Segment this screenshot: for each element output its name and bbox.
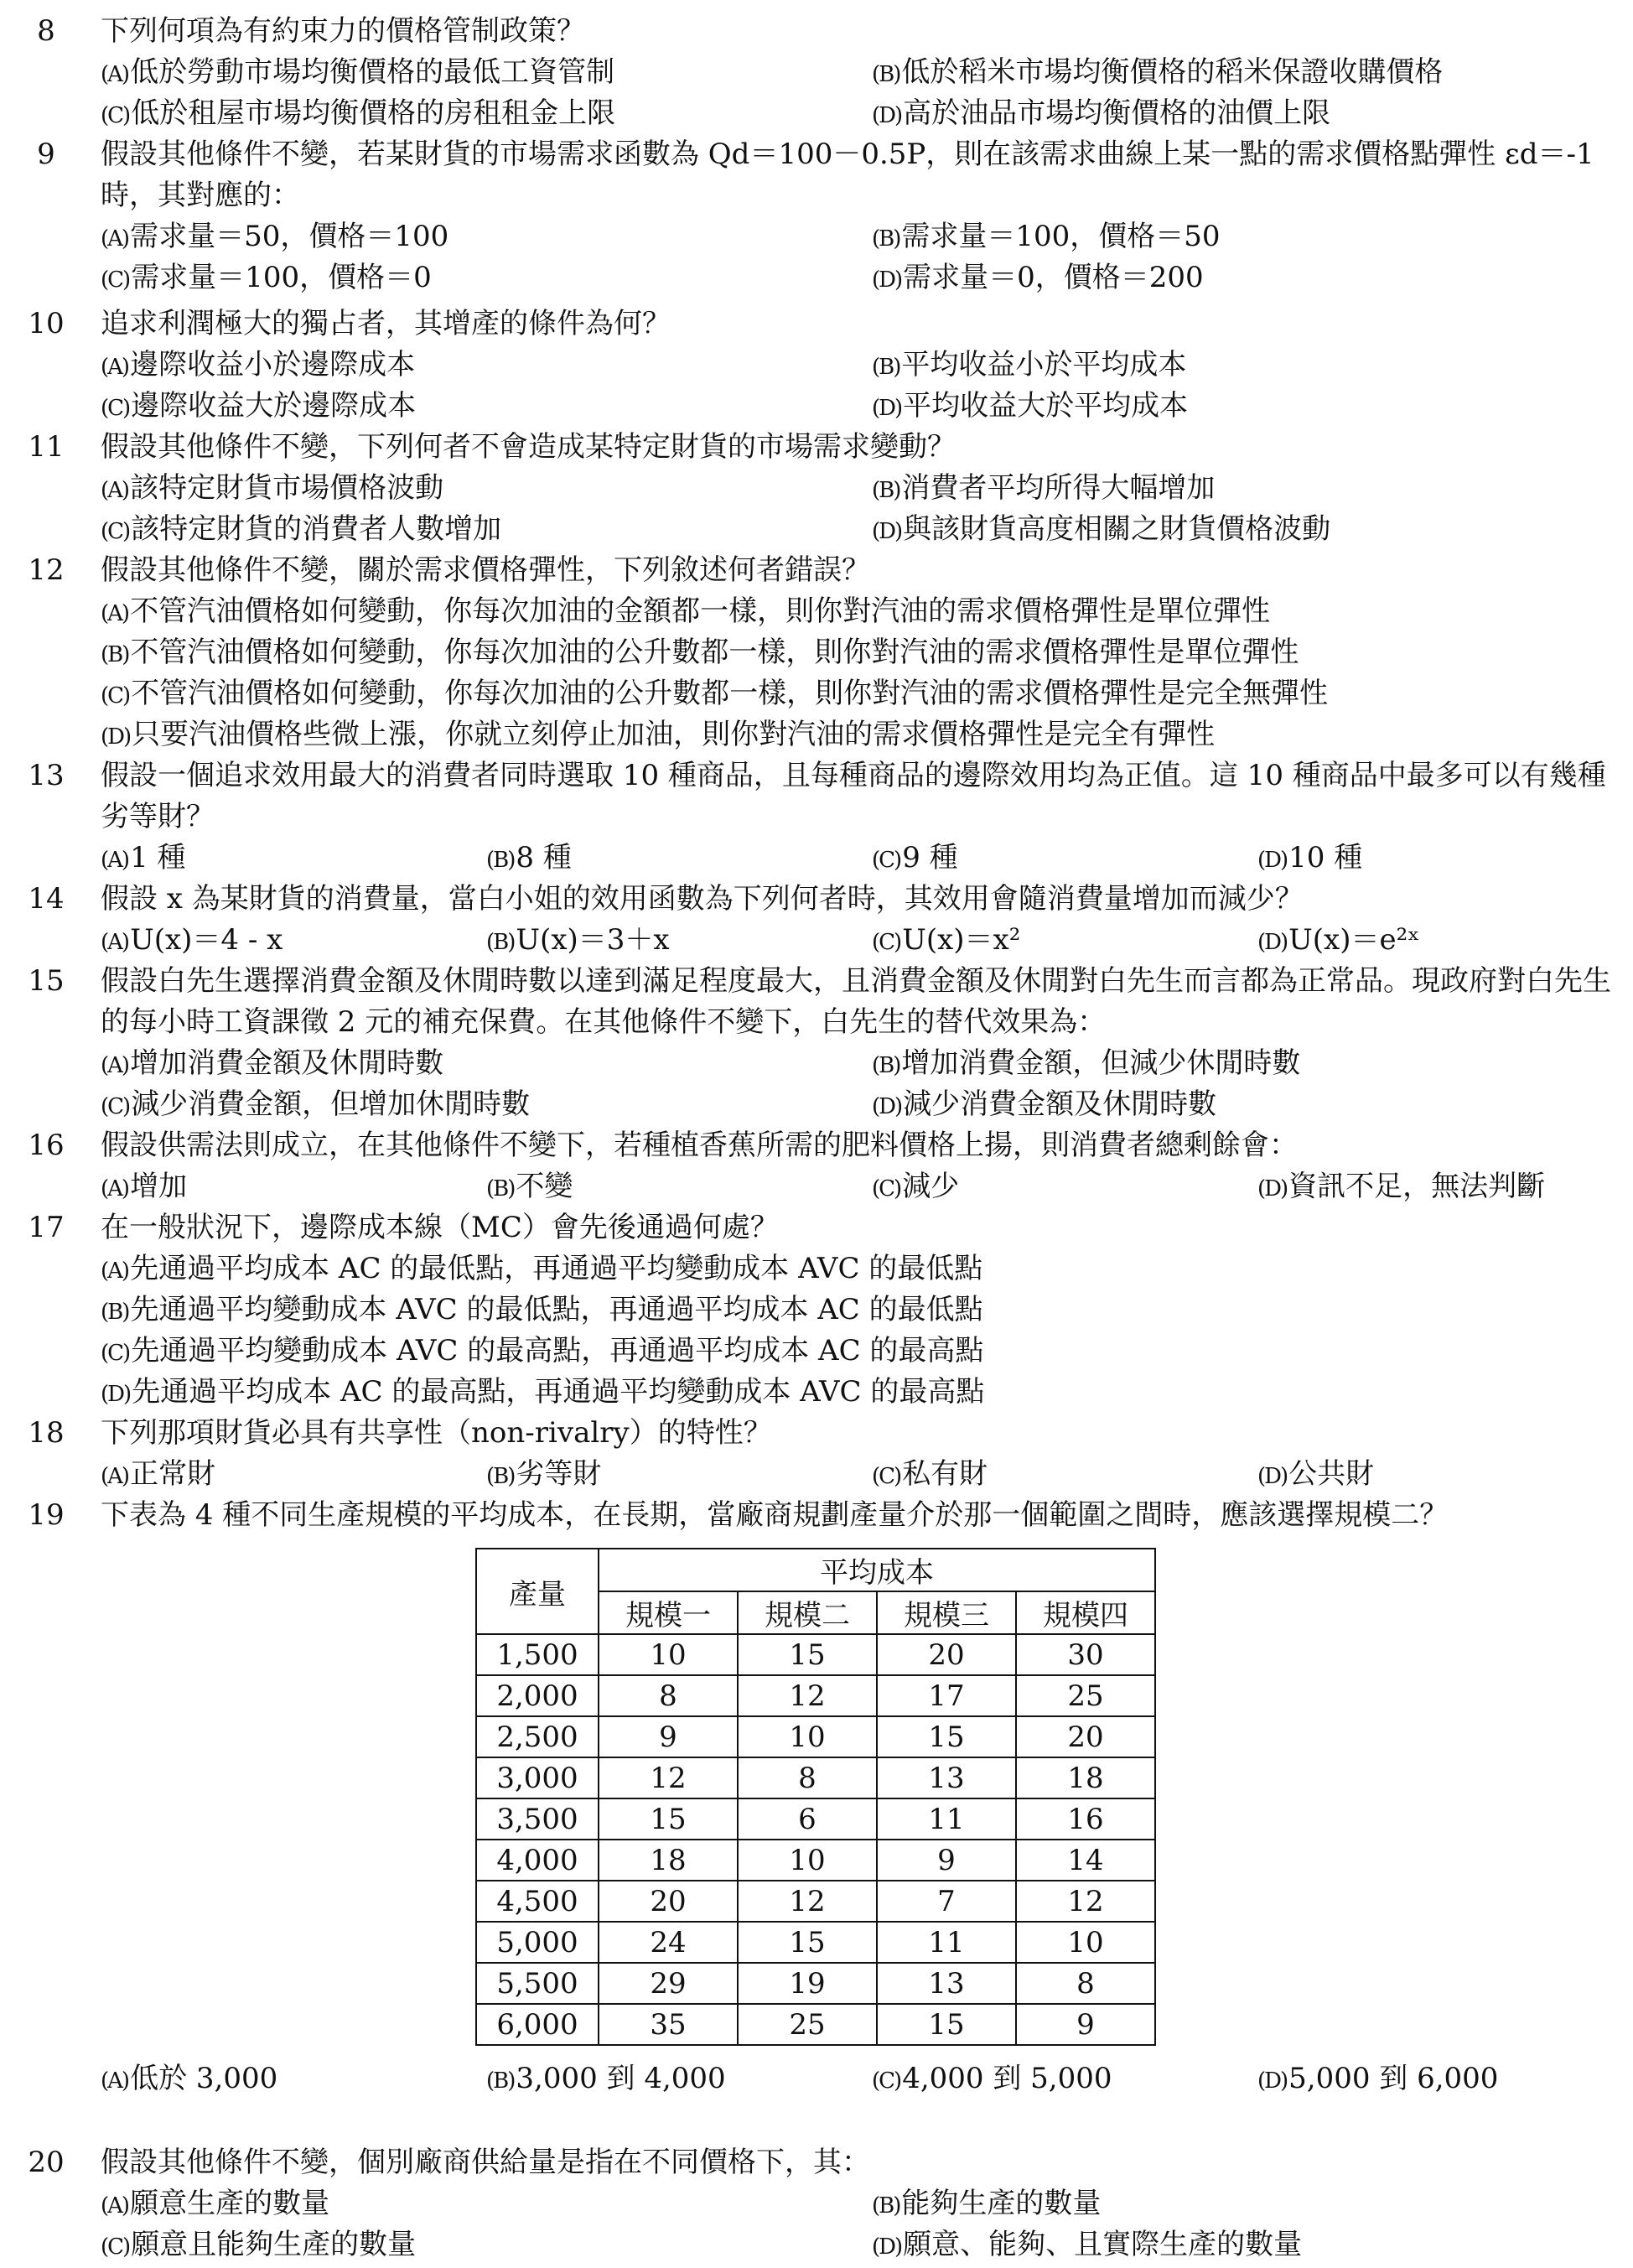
option-d[interactable]	[872, 1084, 1216, 1128]
option-label: (D)	[1257, 2068, 1288, 2094]
option-b[interactable]	[486, 1454, 601, 1497]
option-text: U(x)＝3＋x	[516, 923, 670, 957]
quantity-cell: 3,000	[476, 1757, 599, 1798]
option-label: (D)	[1257, 848, 1288, 873]
option-text: 平均收益大於平均成本	[903, 389, 1189, 423]
option-text: U(x)＝e²ˣ	[1288, 923, 1420, 957]
quantity-cell: 2,000	[476, 1675, 599, 1716]
option-text: 5,000 到 6,000	[1288, 2062, 1499, 2095]
option-label: (C)	[872, 848, 901, 873]
option-label: (D)	[1257, 1176, 1288, 1201]
option-c[interactable]	[872, 838, 958, 881]
option-label: (A)	[101, 355, 129, 380]
option-text: 4,000 到 5,000	[902, 2062, 1112, 2095]
option-text: 8 種	[516, 841, 572, 875]
option-label: (D)	[1257, 930, 1288, 955]
cost-cell: 25	[738, 2004, 877, 2045]
table-row	[476, 1922, 1155, 1963]
quantity-cell: 2,500	[476, 1716, 599, 1757]
option-text: 該特定財貨的消費者人數增加	[131, 512, 502, 546]
question-number: 8	[37, 14, 55, 48]
option-b[interactable]	[486, 2058, 726, 2102]
option-b[interactable]	[872, 345, 1186, 388]
option-text: 消費者平均所得大幅增加	[901, 471, 1216, 505]
option-label: (D)	[872, 396, 902, 421]
option-d[interactable]	[1257, 2058, 1498, 2102]
cost-cell: 8	[1016, 1963, 1155, 2004]
cost-cell: 17	[877, 1675, 1016, 1716]
average-cost-table	[475, 1548, 1156, 2046]
option-text: 先通過平均變動成本 AVC 的最高點，再通過平均成本 AC 的最高點	[131, 1334, 984, 1368]
option-label: (A)	[101, 1464, 129, 1489]
option-text: 9 種	[902, 841, 958, 875]
table-row	[476, 1716, 1155, 1757]
cost-cell: 30	[1016, 1634, 1155, 1675]
cost-cell: 12	[599, 1757, 738, 1798]
cost-cell: 13	[877, 1963, 1016, 2004]
cost-cell: 10	[738, 1716, 877, 1757]
quantity-cell: 4,000	[476, 1840, 599, 1881]
quantity-cell: 4,500	[476, 1881, 599, 1922]
option-label: (B)	[872, 226, 900, 252]
option-d[interactable]	[872, 257, 1204, 301]
option-text: 低於租屋市場均衡價格的房租租金上限	[131, 96, 616, 130]
option-label: (B)	[486, 930, 515, 955]
option-b[interactable]	[872, 1043, 1300, 1087]
question-stem: 下列那項財貨必具有共享性（non-rivalry）的特性？	[101, 1416, 772, 1450]
option-text: 需求量＝100，價格＝0	[131, 261, 432, 294]
question-number: 18	[28, 1416, 65, 1450]
option-d[interactable]	[1257, 1454, 1374, 1497]
option-label: (C)	[101, 683, 130, 708]
option-text: 1 種	[130, 841, 186, 875]
cost-cell: 11	[877, 1922, 1016, 1963]
option-label: (B)	[872, 2193, 900, 2219]
option-c[interactable]	[872, 920, 1020, 963]
cost-cell: 15	[877, 2004, 1016, 2045]
option-c[interactable]	[101, 1084, 530, 1128]
question-stem: 假設其他條件不變，關於需求價格彈性，下列敘述何者錯誤？	[101, 553, 870, 587]
option-label: (B)	[486, 1176, 515, 1201]
option-text: 10 種	[1288, 841, 1363, 875]
option-label: (C)	[101, 2234, 130, 2260]
option-a[interactable]	[101, 1166, 187, 1210]
cost-cell: 13	[877, 1757, 1016, 1798]
cost-cell: 29	[599, 1963, 738, 2004]
option-label: (C)	[872, 1176, 901, 1201]
option-label: (D)	[101, 1382, 131, 1407]
option-label: (D)	[872, 103, 902, 128]
question-stem: 追求利潤極大的獨占者，其增產的條件為何？	[101, 307, 671, 340]
option-text: 3,000 到 4,000	[516, 2062, 726, 2095]
option-b[interactable]	[486, 1166, 573, 1210]
option-text: 願意生產的數量	[130, 2187, 330, 2220]
option-label: (C)	[101, 103, 130, 128]
option-b[interactable]	[872, 52, 1443, 96]
option-b[interactable]	[101, 1290, 983, 1333]
option-text: 該特定財貨市場價格波動	[130, 471, 444, 505]
option-a[interactable]	[101, 2183, 329, 2227]
question-stem: 假設其他條件不變，若某財貨的市場需求函數為 Qd＝100－0.5P，則在該需求曲線上某一點的需求價格點彈性 εd＝-1 時，其對應的：	[101, 138, 1594, 212]
option-text: 與該財貨高度相關之財貨價格波動	[903, 512, 1331, 546]
option-d[interactable]	[1257, 920, 1420, 963]
option-text: 減少	[902, 1170, 960, 1203]
option-c[interactable]	[872, 2058, 1112, 2102]
cost-cell: 12	[1016, 1881, 1155, 1922]
option-d[interactable]	[101, 714, 1215, 758]
cost-cell: 12	[738, 1675, 877, 1716]
question-stem: 假設供需法則成立，在其他條件不變下，若種植香蕉所需的肥料價格上揚，則消費者總剩餘會：	[101, 1129, 1298, 1162]
option-text: U(x)＝4 - x	[130, 923, 283, 957]
quantity-cell: 1,500	[476, 1634, 599, 1675]
quantity-cell: 3,500	[476, 1798, 599, 1840]
cost-cell: 10	[738, 1840, 877, 1881]
cost-cell: 10	[599, 1634, 738, 1675]
option-text: 私有財	[902, 1457, 988, 1491]
option-text: 公共財	[1288, 1457, 1375, 1491]
option-text: 減少消費金額，但增加休閒時數	[131, 1087, 531, 1121]
option-b[interactable]	[872, 2183, 1101, 2227]
option-label: (A)	[101, 226, 129, 252]
option-label: (C)	[872, 1464, 901, 1489]
option-c[interactable]	[101, 386, 416, 429]
option-text: 先通過平均成本 AC 的最高點，再通過平均變動成本 AVC 的最高點	[132, 1375, 985, 1409]
option-text: 願意且能夠生產的數量	[131, 2228, 417, 2261]
option-c[interactable]	[101, 1331, 983, 1374]
cost-cell: 6	[738, 1798, 877, 1840]
option-a[interactable]	[101, 468, 443, 511]
question-number: 16	[28, 1129, 65, 1162]
cost-cell: 15	[738, 1922, 877, 1963]
option-b[interactable]	[486, 920, 670, 963]
option-text: 只要汽油價格些微上漲，你就立刻停止加油，則你對汽油的需求價格彈性是完全有彈性	[132, 718, 1216, 751]
cost-cell: 24	[599, 1922, 738, 1963]
cost-cell: 8	[599, 1675, 738, 1716]
option-text: 邊際收益大於邊際成本	[131, 389, 417, 423]
table-row	[476, 1840, 1155, 1881]
table-row	[476, 1881, 1155, 1922]
cost-cell: 20	[877, 1634, 1016, 1675]
question-stem: 下表為 4 種不同生產規模的平均成本，在長期，當廠商規劃產量介於那一個範圍之間時，應該選擇規模二？	[101, 1498, 1449, 1532]
option-label: (C)	[101, 267, 130, 293]
cost-cell: 20	[599, 1881, 738, 1922]
option-text: 需求量＝50，價格＝100	[130, 220, 449, 253]
option-text: 減少消費金額及休閒時數	[903, 1087, 1217, 1121]
question-stem: 假設其他條件不變，個別廠商供給量是指在不同價格下，其：	[101, 2146, 870, 2179]
option-text: 正常財	[130, 1457, 216, 1491]
option-d[interactable]	[872, 2224, 1302, 2268]
quantity-cell: 5,500	[476, 1963, 599, 2004]
table-row	[476, 1634, 1155, 1675]
option-text: 需求量＝100，價格＝50	[901, 220, 1221, 253]
option-c[interactable]	[872, 1454, 988, 1497]
option-a[interactable]	[101, 591, 1270, 635]
option-b[interactable]	[101, 632, 1299, 676]
option-a[interactable]	[101, 920, 283, 963]
cost-cell: 9	[599, 1716, 738, 1757]
option-label: (A)	[101, 848, 129, 873]
scale-header: 規模二	[738, 1591, 877, 1634]
option-label: (A)	[101, 1053, 129, 1078]
option-label: (D)	[101, 724, 131, 750]
quantity-header: 產量	[476, 1549, 599, 1634]
cost-cell: 18	[1016, 1757, 1155, 1798]
option-text: 不管汽油價格如何變動，你每次加油的金額都一樣，則你對汽油的需求價格彈性是單位彈性	[130, 594, 1271, 628]
option-text: 低於勞動市場均衡價格的最低工資管制	[130, 55, 615, 89]
option-label: (A)	[101, 930, 129, 955]
question-stem: 在一般狀況下，邊際成本線（MC）會先後通過何處？	[101, 1211, 779, 1244]
option-label: (A)	[101, 478, 129, 503]
option-label: (A)	[101, 2068, 129, 2094]
option-label: (B)	[486, 1464, 515, 1489]
cost-cell: 8	[738, 1757, 877, 1798]
scale-header: 規模一	[599, 1591, 738, 1634]
option-c[interactable]	[101, 93, 615, 137]
scale-header: 規模四	[1016, 1591, 1155, 1634]
cost-cell: 16	[1016, 1798, 1155, 1840]
option-label: (B)	[101, 642, 129, 667]
question-stem: 下列何項為有約束力的價格管制政策？	[101, 14, 585, 48]
cost-cell: 12	[738, 1881, 877, 1922]
question-stem: 假設 x 為某財貨的消費量，當白小姐的效用函數為下列何者時，其效用會隨消費量增加而減少？	[101, 882, 1304, 916]
option-label: (D)	[872, 267, 902, 293]
option-b[interactable]	[872, 468, 1215, 511]
option-label: (B)	[486, 2068, 515, 2094]
option-text: 高於油品市場均衡價格的油價上限	[903, 96, 1331, 130]
option-a[interactable]	[101, 838, 186, 881]
question-number: 9	[37, 138, 55, 171]
option-label: (B)	[101, 1300, 129, 1325]
cost-cell: 14	[1016, 1840, 1155, 1881]
option-label: (B)	[872, 1053, 900, 1078]
option-c[interactable]	[872, 1166, 959, 1210]
question-stem: 假設其他條件不變，下列何者不會造成某特定財貨的市場需求變動？	[101, 430, 956, 464]
option-label: (B)	[872, 355, 900, 380]
option-label: (B)	[872, 478, 900, 503]
option-text: 能夠生產的數量	[901, 2187, 1102, 2220]
table-row	[476, 1963, 1155, 2004]
option-a[interactable]	[101, 216, 448, 260]
average-cost-header: 平均成本	[599, 1549, 1155, 1591]
option-text: 需求量＝0，價格＝200	[903, 261, 1204, 294]
cost-cell: 15	[738, 1634, 877, 1675]
cost-cell: 15	[877, 1716, 1016, 1757]
cost-cell: 10	[1016, 1922, 1155, 1963]
option-text: 不變	[516, 1170, 573, 1203]
quantity-cell: 6,000	[476, 2004, 599, 2045]
table-row	[476, 1757, 1155, 1798]
option-a[interactable]	[101, 1248, 982, 1292]
option-text: 邊際收益小於邊際成本	[130, 348, 416, 381]
option-c[interactable]	[101, 257, 432, 301]
cost-cell: 25	[1016, 1675, 1155, 1716]
option-text: U(x)＝x²	[902, 923, 1021, 957]
cost-cell: 7	[877, 1881, 1016, 1922]
table-header-row	[476, 1549, 1155, 1591]
question-number: 10	[28, 307, 65, 340]
cost-cell: 9	[877, 1840, 1016, 1881]
option-text: 增加消費金額，但減少休閒時數	[901, 1046, 1301, 1080]
option-d[interactable]	[1257, 838, 1362, 881]
option-label: (A)	[101, 1259, 129, 1284]
option-a[interactable]	[101, 1454, 215, 1497]
option-d[interactable]	[872, 93, 1330, 137]
option-label: (A)	[101, 601, 129, 626]
option-d[interactable]	[872, 386, 1188, 429]
option-a[interactable]	[101, 1043, 443, 1087]
option-a[interactable]	[101, 52, 614, 96]
option-c[interactable]	[101, 509, 501, 553]
option-text: 增加	[130, 1170, 188, 1203]
option-text: 低於稻米市場均衡價格的稻米保證收購價格	[901, 55, 1444, 89]
option-label: (D)	[872, 2234, 902, 2260]
scale-header: 規模三	[877, 1591, 1016, 1634]
option-a[interactable]	[101, 2058, 277, 2102]
question-number: 11	[28, 430, 65, 464]
option-label: (A)	[101, 1176, 129, 1201]
option-label: (D)	[872, 1094, 902, 1119]
option-d[interactable]	[1257, 1166, 1545, 1210]
option-label: (C)	[101, 396, 130, 421]
option-text: 劣等財	[516, 1457, 602, 1491]
option-d[interactable]	[101, 1372, 984, 1415]
option-text: 增加消費金額及休閒時數	[130, 1046, 444, 1080]
question-number: 14	[28, 882, 65, 916]
option-label: (D)	[1257, 1464, 1288, 1489]
option-label: (C)	[101, 519, 130, 544]
option-label: (A)	[101, 62, 129, 87]
option-label: (B)	[872, 62, 900, 87]
option-b[interactable]	[486, 838, 572, 881]
option-text: 願意、能夠、且實際生產的數量	[903, 2228, 1303, 2261]
cost-cell: 9	[1016, 2004, 1155, 2045]
question-number: 20	[28, 2146, 65, 2179]
option-label: (D)	[872, 519, 902, 544]
option-c[interactable]	[101, 673, 1328, 717]
option-label: (C)	[872, 930, 901, 955]
option-label: (C)	[872, 2068, 901, 2094]
option-a[interactable]	[101, 345, 415, 388]
cost-cell: 20	[1016, 1716, 1155, 1757]
question-number: 13	[28, 759, 65, 792]
question-stem: 假設一個追求效用最大的消費者同時選取 10 種商品，且每種商品的邊際效用均為正值。這 10 種商品中最多可以有幾種劣等財？	[101, 759, 1606, 833]
option-text: 不管汽油價格如何變動，你每次加油的公升數都一樣，則你對汽油的需求價格彈性是完全無彈性	[131, 677, 1329, 710]
question-number: 17	[28, 1211, 65, 1244]
table-row	[476, 1675, 1155, 1716]
option-text: 先通過平均成本 AC 的最低點，再通過平均變動成本 AVC 的最低點	[130, 1252, 983, 1285]
option-text: 不管汽油價格如何變動，你每次加油的公升數都一樣，則你對汽油的需求價格彈性是單位彈性	[130, 636, 1299, 669]
cost-cell: 18	[599, 1840, 738, 1881]
question-number: 15	[28, 964, 65, 998]
option-label: (B)	[486, 848, 515, 873]
cost-cell: 15	[599, 1798, 738, 1840]
option-text: 平均收益小於平均成本	[901, 348, 1187, 381]
option-text: 資訊不足，無法判斷	[1288, 1170, 1546, 1203]
option-label: (C)	[101, 1094, 130, 1119]
table-row	[476, 1798, 1155, 1840]
cost-cell: 19	[738, 1963, 877, 2004]
option-b[interactable]	[872, 216, 1221, 260]
table-row	[476, 2004, 1155, 2045]
question-number: 19	[28, 1498, 65, 1532]
question-number: 12	[28, 553, 65, 587]
option-label: (A)	[101, 2193, 129, 2219]
option-text: 低於 3,000	[130, 2062, 278, 2095]
cost-cell: 11	[877, 1798, 1016, 1840]
question-stem: 假設白先生選擇消費金額及休閒時數以達到滿足程度最大，且消費金額及休閒對白先生而言都為正常品。現政府對白先生的每小時工資課徵 2 元的補充保費。在其他條件不變下，白先生的替代效果為：	[101, 964, 1611, 1039]
cost-cell: 35	[599, 2004, 738, 2045]
option-d[interactable]	[872, 509, 1330, 553]
option-c[interactable]	[101, 2224, 416, 2268]
option-text: 先通過平均變動成本 AVC 的最低點，再通過平均成本 AC 的最低點	[130, 1293, 983, 1326]
option-label: (C)	[101, 1341, 130, 1366]
quantity-cell: 5,000	[476, 1922, 599, 1963]
